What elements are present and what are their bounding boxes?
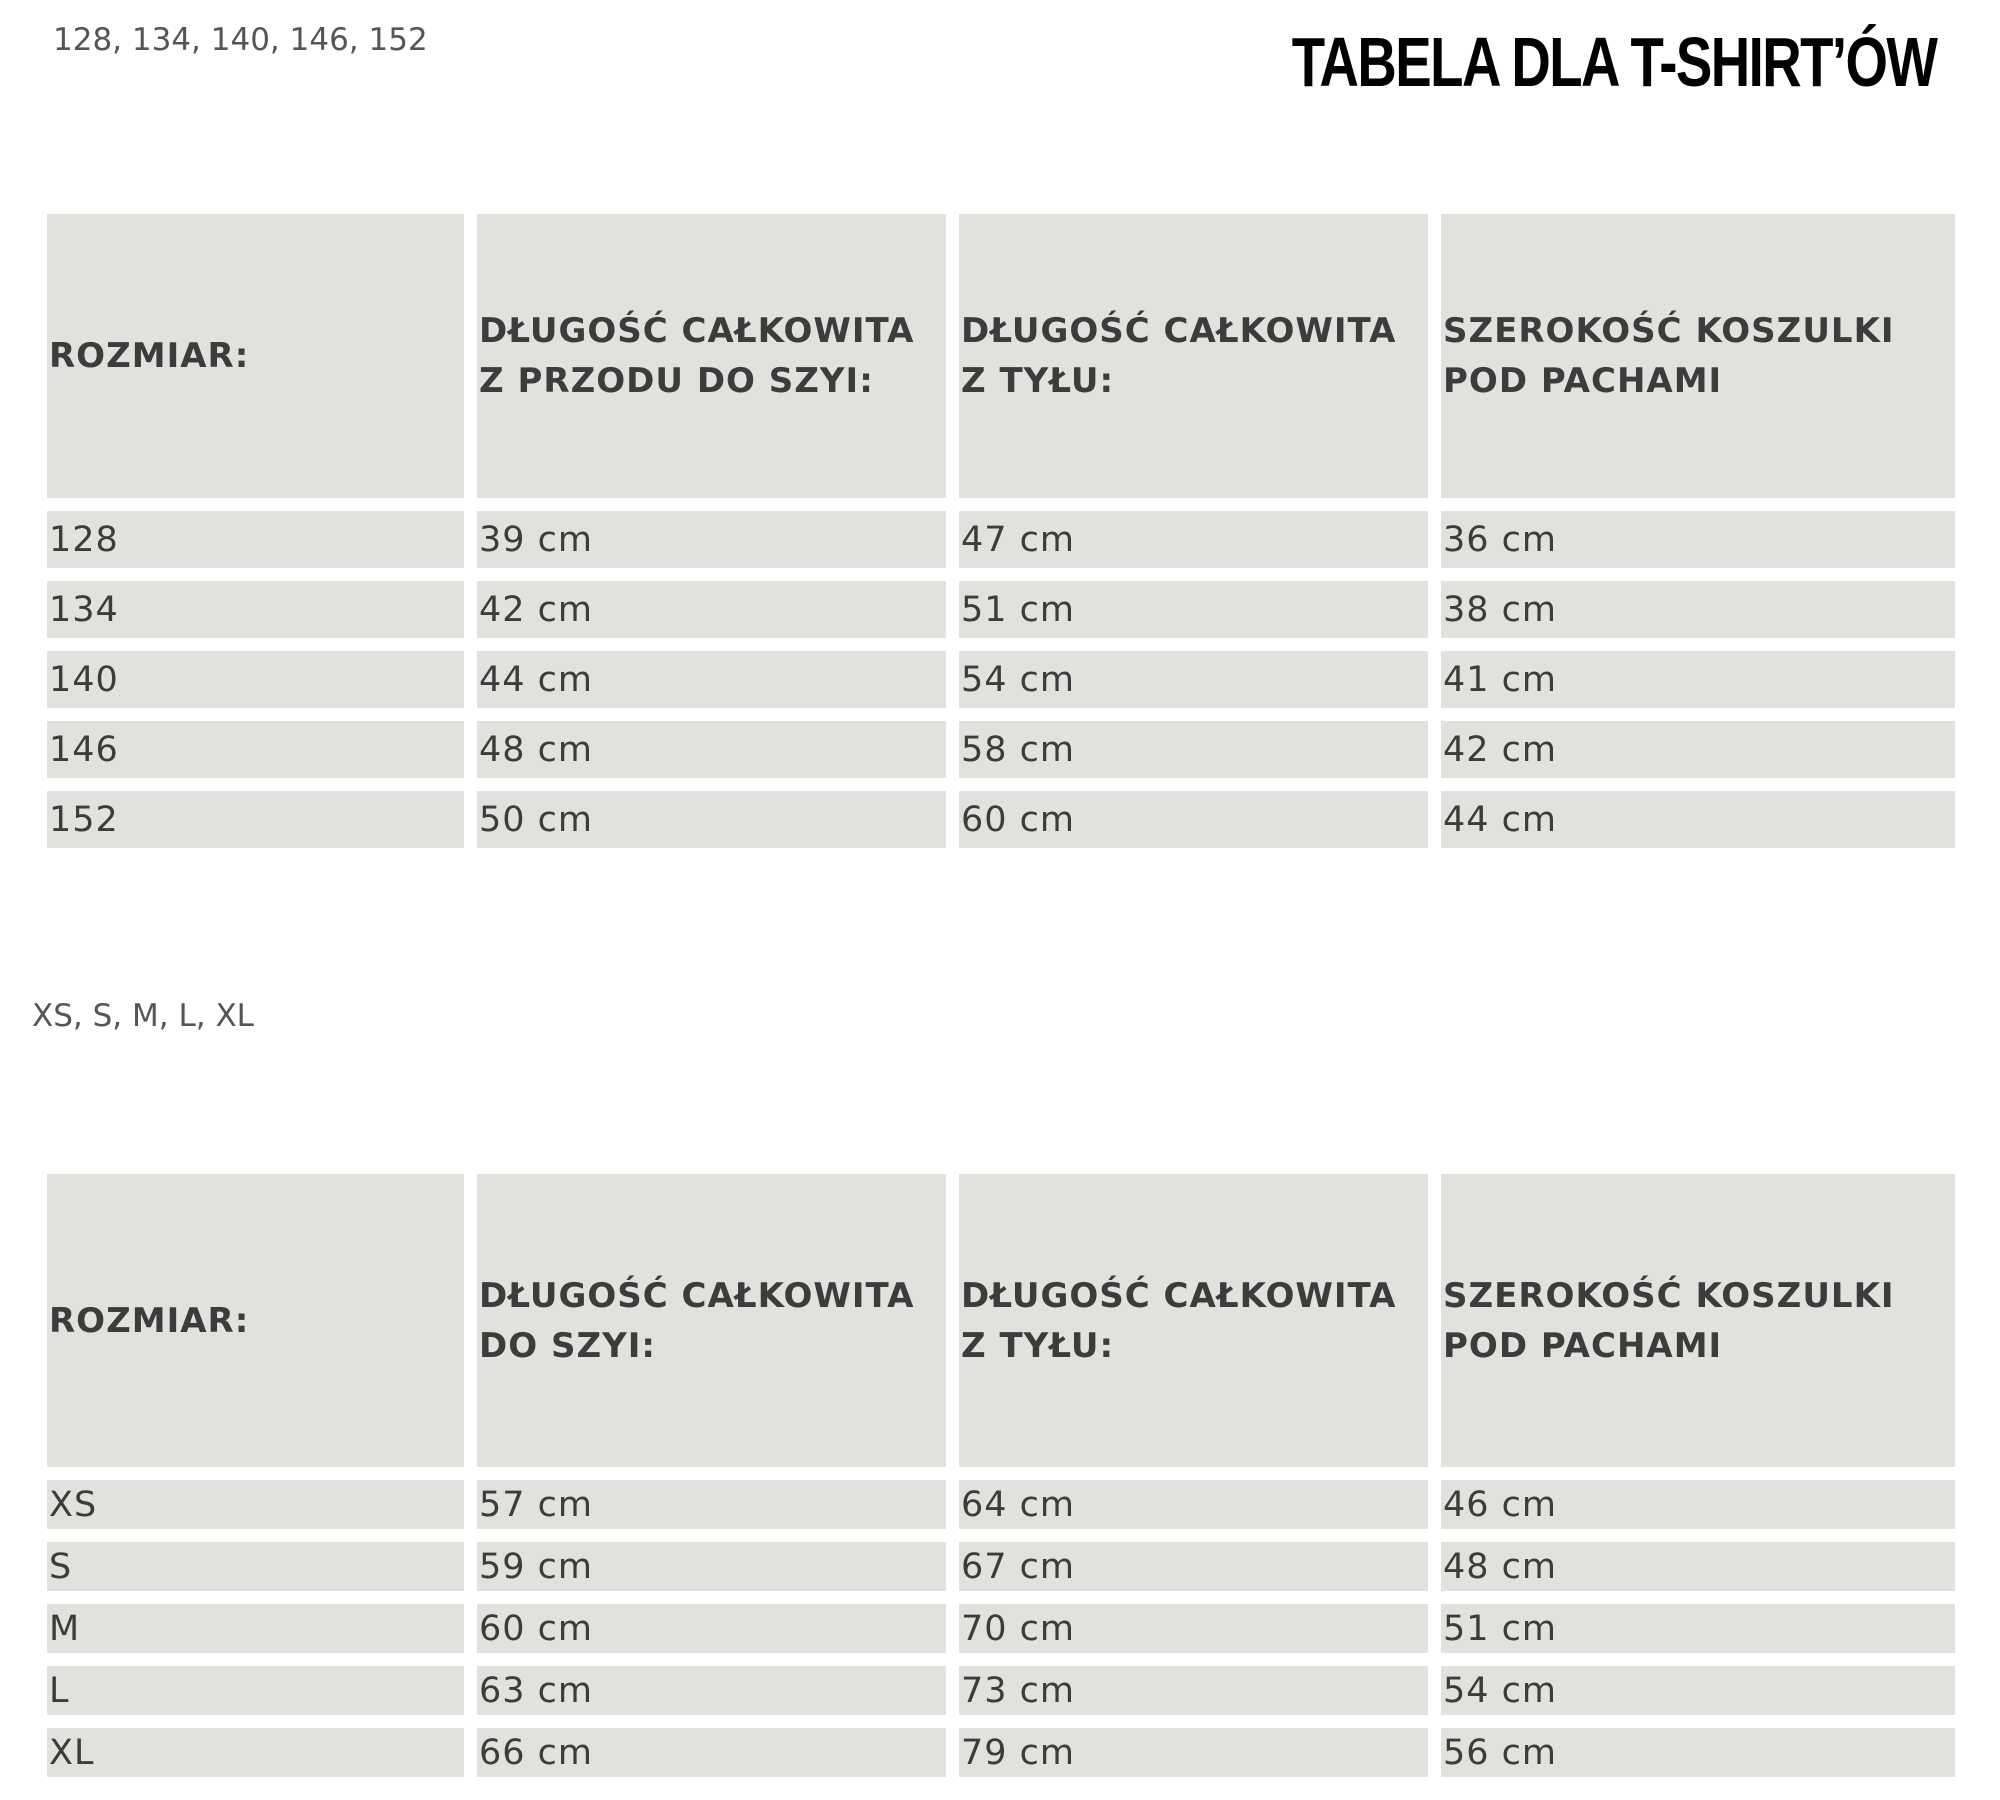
cell-chest-width: 56 cm: [1441, 1728, 1955, 1777]
cell-chest-width: 54 cm: [1441, 1666, 1955, 1715]
cell-chest-width: 38 cm: [1441, 581, 1955, 638]
header-chest-width: [1441, 214, 1955, 498]
header-line: Z TYŁU:: [961, 1325, 1115, 1366]
header-line: Z TYŁU:: [961, 361, 1115, 401]
cell-back-length: 60 cm: [959, 791, 1428, 848]
header-size: [47, 1174, 464, 1467]
table-row: [47, 651, 1955, 708]
cell-size: 146: [47, 721, 464, 778]
cell-front-length: 63 cm: [477, 1666, 946, 1715]
cell-front-length: 57 cm: [477, 1480, 946, 1529]
section-caption-adult-sizes: XS, S, M, L, XL: [32, 998, 254, 1034]
section-caption-kids-sizes: 128, 134, 140, 146, 152: [53, 22, 428, 58]
header-line: DŁUGOŚĆ CAŁKOWITA: [479, 1275, 915, 1316]
header-line: ROZMIAR:: [49, 1300, 250, 1341]
table-row: [47, 1604, 1955, 1653]
header-line: DŁUGOŚĆ CAŁKOWITA: [479, 311, 915, 351]
cell-front-length: 50 cm: [477, 791, 946, 848]
header-back-length: [959, 1174, 1428, 1467]
cell-front-length: 42 cm: [477, 581, 946, 638]
page-title: TABELA DLA T-SHIRT’ÓW: [1291, 23, 1936, 101]
cell-back-length: 58 cm: [959, 721, 1428, 778]
cell-chest-width: 36 cm: [1441, 511, 1955, 568]
table-header-row: [47, 214, 1955, 498]
header-front-length: [477, 1174, 946, 1467]
cell-front-length: 60 cm: [477, 1604, 946, 1653]
cell-back-length: 47 cm: [959, 511, 1428, 568]
cell-back-length: 64 cm: [959, 1480, 1428, 1529]
header-line: POD PACHAMI: [1443, 1325, 1723, 1366]
header-size: [47, 214, 464, 498]
cell-back-length: 51 cm: [959, 581, 1428, 638]
cell-back-length: 54 cm: [959, 651, 1428, 708]
cell-size: L: [47, 1666, 464, 1715]
cell-front-length: 48 cm: [477, 721, 946, 778]
header-line: Z PRZODU DO SZYI:: [479, 361, 874, 401]
cell-size: S: [47, 1542, 464, 1591]
cell-size: XS: [47, 1480, 464, 1529]
cell-back-length: 73 cm: [959, 1666, 1428, 1715]
cell-size: 140: [47, 651, 464, 708]
header-front-length: [477, 214, 946, 498]
cell-size: 152: [47, 791, 464, 848]
cell-chest-width: 44 cm: [1441, 791, 1955, 848]
cell-chest-width: 51 cm: [1441, 1604, 1955, 1653]
table-row: [47, 1480, 1955, 1529]
cell-front-length: 66 cm: [477, 1728, 946, 1777]
header-line: DŁUGOŚĆ CAŁKOWITA: [961, 311, 1397, 351]
table-row: [47, 721, 1955, 778]
cell-front-length: 44 cm: [477, 651, 946, 708]
header-line: DO SZYI:: [479, 1325, 656, 1366]
table-row: [47, 581, 1955, 638]
cell-chest-width: 48 cm: [1441, 1542, 1955, 1591]
size-table-kids: [34, 201, 1968, 861]
cell-front-length: 39 cm: [477, 511, 946, 568]
size-table-adults: [34, 1161, 1968, 1790]
header-line: POD PACHAMI: [1443, 361, 1723, 401]
table-row: [47, 511, 1955, 568]
header-line: SZEROKOŚĆ KOSZULKI: [1443, 311, 1895, 351]
cell-size: 128: [47, 511, 464, 568]
cell-chest-width: 46 cm: [1441, 1480, 1955, 1529]
table-row: [47, 1542, 1955, 1591]
table-row: [47, 791, 1955, 848]
header-chest-width: [1441, 1174, 1955, 1467]
table-row: [47, 1666, 1955, 1715]
table-header-row: [47, 1174, 1955, 1467]
header-line: DŁUGOŚĆ CAŁKOWITA: [961, 1275, 1397, 1316]
cell-size: M: [47, 1604, 464, 1653]
cell-chest-width: 42 cm: [1441, 721, 1955, 778]
cell-size: XL: [47, 1728, 464, 1777]
table-row: [47, 1728, 1955, 1777]
header-back-length: [959, 214, 1428, 498]
cell-back-length: 79 cm: [959, 1728, 1428, 1777]
cell-size: 134: [47, 581, 464, 638]
cell-back-length: 70 cm: [959, 1604, 1428, 1653]
header-line: ROZMIAR:: [49, 336, 250, 376]
cell-front-length: 59 cm: [477, 1542, 946, 1591]
cell-chest-width: 41 cm: [1441, 651, 1955, 708]
header-line: SZEROKOŚĆ KOSZULKI: [1443, 1275, 1895, 1316]
cell-back-length: 67 cm: [959, 1542, 1428, 1591]
